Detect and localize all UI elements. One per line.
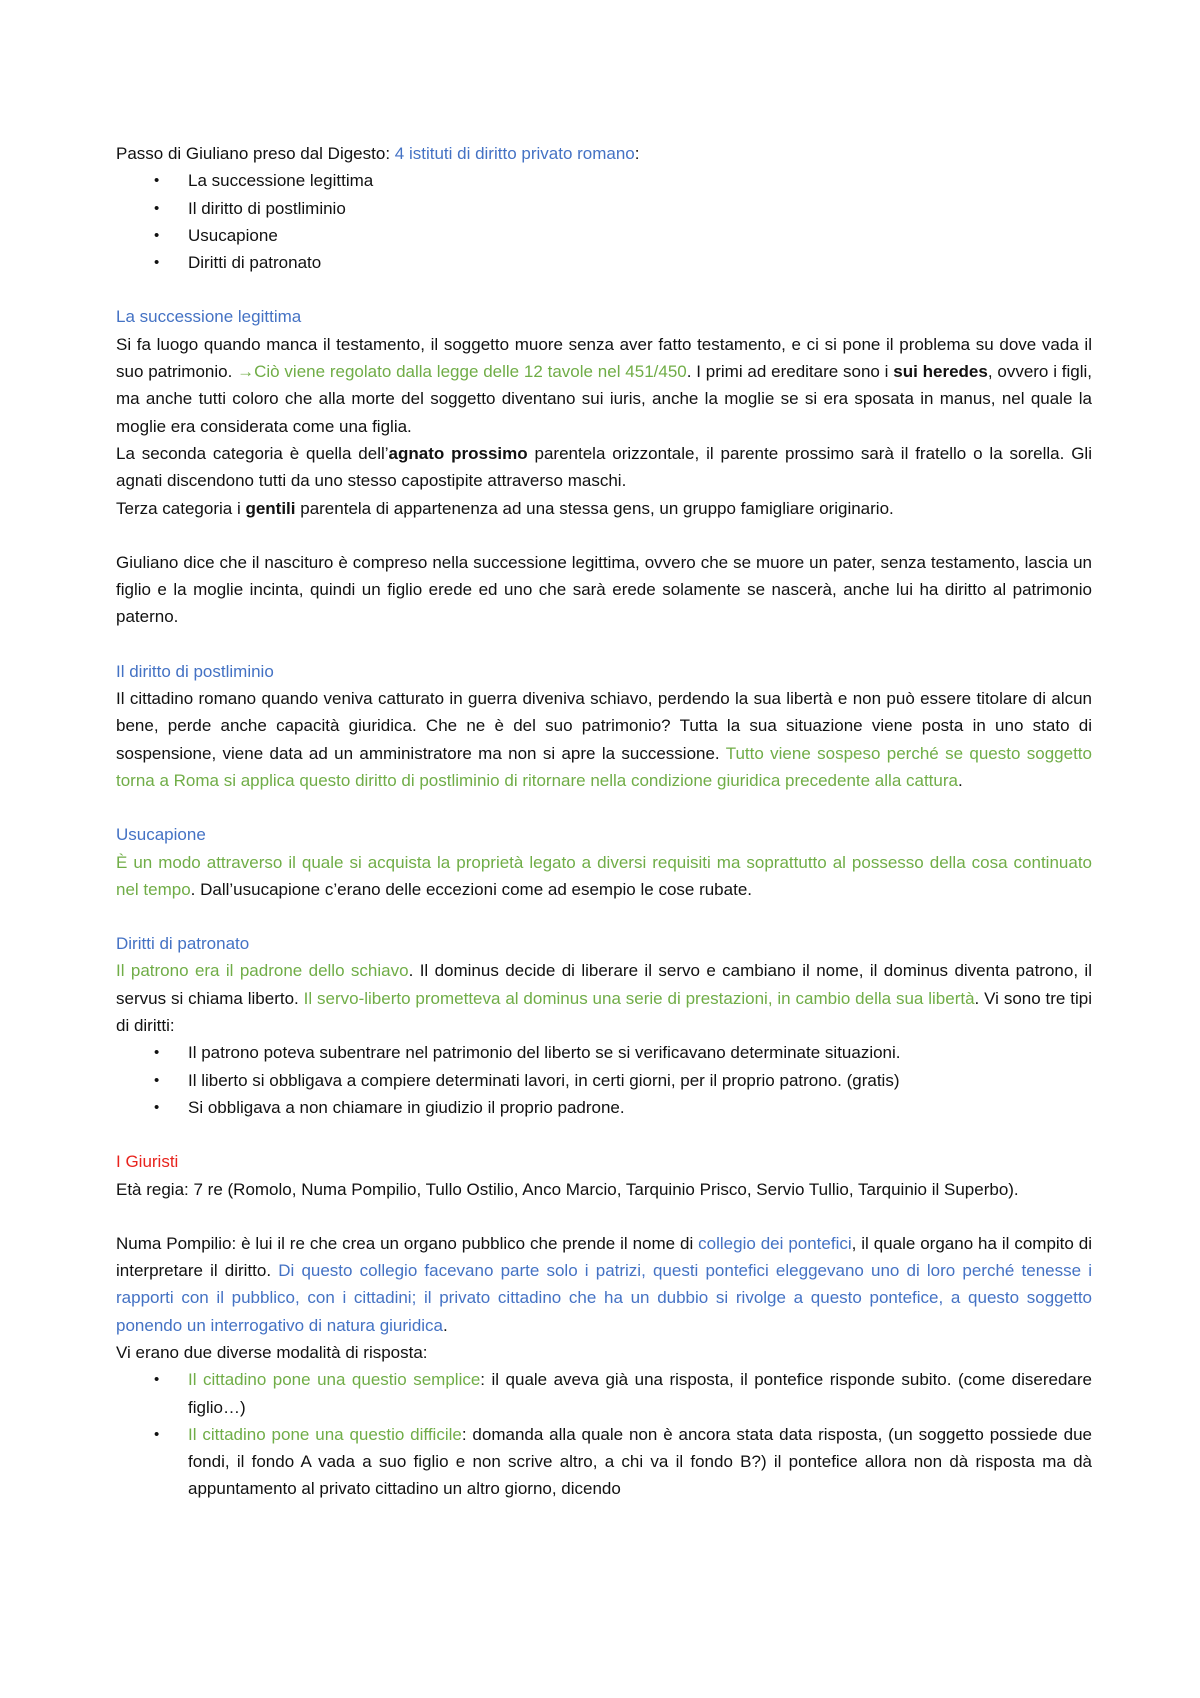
patronato-paragraph: Il patrono era il padrone dello schiavo. Il dominus decide di liberare il servo e cambiano il nome, il dominus diventa patrono, il servus si chiama liberto. Il servo-liberto prometteva al dominus una serie di prestazioni, in cambio della sua libertà. Vi sono tre tipi di diritti: — [116, 961, 1092, 1036]
successione-paragraph-1: Si fa luogo quando manca il testamento, il soggetto muore senza aver fatto testamento, e ci si pone il problema su dove vada il suo patrimonio. →Ciò viene regolato dalla legge delle 12 tavole nel 451/450. I primi ad ereditare sono i sui heredes, ovvero i figli, ma anche tutti coloro che alla morte del soggetto diventano sui iuris, anche la moglie se si era sposata in manus, nel quale la moglie era considerata come una figlia. — [116, 334, 1092, 436]
section-heading-patronato: Diritti di patronato — [116, 934, 250, 954]
arrow-icon: → — [237, 362, 255, 382]
list-item: • Il cittadino pone una questio difficile: domanda alla quale non è ancora stata data risposta, (un soggetto possiede due fondi, il fondo A vada a suo figlio e non scrive altro, a chi va il fondo B?) il pontefice allora non dà risposta ma dà appuntamento al privato cittadino un altro giorno, dicendo — [154, 1424, 1092, 1499]
giuristi-paragraph-3: Vi erano due diverse modalità di risposta: — [116, 1342, 428, 1362]
list-item: • Il patrono poteva subentrare nel patrimonio del liberto se si verificavano determinate situazioni. — [154, 1043, 901, 1063]
patronato-list — [116, 1039, 1092, 1121]
postliminio-paragraph: Il cittadino romano quando veniva catturato in guerra diveniva schiavo, perdendo la sua libertà e non può essere titolare di alcun bene, perde anche capacità giuridica. Che ne è del suo patrimonio? Tutta la sua situazione viene posta in uno stato di sospensione, viene data ad un amministratore ma non si apre la successione. Tutto viene sospeso perché se questo soggetto torna a Roma si applica questo diritto di postliminio di ritornare nella condizione giuridica precedente alla cattura. — [116, 689, 1092, 790]
list-item: • Diritti di patronato — [154, 253, 322, 273]
list-item: • Il cittadino pone una questio semplice: il quale aveva già una risposta, il pontefice risponde subito. (come diseredare figlio…) — [154, 1370, 1092, 1417]
intro-highlight: 4 istituti di diritto privato romano — [394, 144, 635, 163]
section-heading-giuristi: I Giuristi — [116, 1152, 179, 1172]
section-heading-postliminio: Il diritto di postliminio — [116, 661, 274, 681]
successione-paragraph-3: Terza categoria i gentili parentela di appartenenza ad una stessa gens, un gruppo famigliare originario. — [116, 498, 894, 518]
giuristi-paragraph-1: Età regia: 7 re (Romolo, Numa Pompilio, Tullo Ostilio, Anco Marcio, Tarquinio Prisco, Servio Tullio, Tarquinio il Superbo). — [116, 1179, 1019, 1199]
list-item: • Il diritto di postliminio — [154, 198, 346, 218]
intro-paragraph: Passo di Giuliano preso dal Digesto: 4 istituti di diritto privato romano: — [116, 144, 640, 163]
list-item: • Usucapione — [154, 225, 278, 245]
giuristi-list — [116, 1366, 1092, 1502]
list-item: • Si obbligava a non chiamare in giudizio il proprio padrone. — [154, 1097, 625, 1117]
successione-paragraph-4: Giuliano dice che il nascituro è compreso nella successione legittima, ovvero che se muore un pater, senza testamento, lascia un figlio e la moglie incinta, quindi un figlio erede ed uno che sarà erede solamente se nascerà, anche lui ha diritto al patrimonio paterno. — [116, 552, 1092, 627]
list-item: • Il liberto si obbligava a compiere determinati lavori, in certi giorni, per il proprio patrono. (gratis) — [154, 1070, 900, 1090]
successione-paragraph-2: La seconda categoria è quella dell’agnato prossimo parentela orizzontale, il parente prossimo sarà il fratello o la sorella. Gli agnati discendono tutti da uno stesso capostipite attraverso maschi. — [116, 443, 1092, 491]
section-heading-successione: La successione legittima — [116, 307, 302, 327]
giuristi-paragraph-2: Numa Pompilio: è lui il re che crea un organo pubblico che prende il nome di collegio dei pontefici, il quale organo ha il compito di interpretare il diritto. Di questo collegio facevano parte solo i patrizi, questi pontefici eleggevano uno di loro perché tenesse i rapporti con il pubblico, con i cittadini; il privato cittadino che ha un dubbio si rivolge a questo pontefice, a questo soggetto ponendo un interrogativo di natura giuridica. — [116, 1233, 1092, 1335]
list-item: • La successione legittima — [154, 171, 374, 191]
usucapione-paragraph: È un modo attraverso il quale si acquista la proprietà legato a diversi requisiti ma soprattutto al possesso della cosa continuato nel tempo. Dall’usucapione c’erano delle eccezioni come ad esempio le cose rubate. — [116, 852, 1092, 899]
section-heading-usucapione: Usucapione — [116, 825, 206, 845]
intro-list — [116, 167, 1092, 276]
